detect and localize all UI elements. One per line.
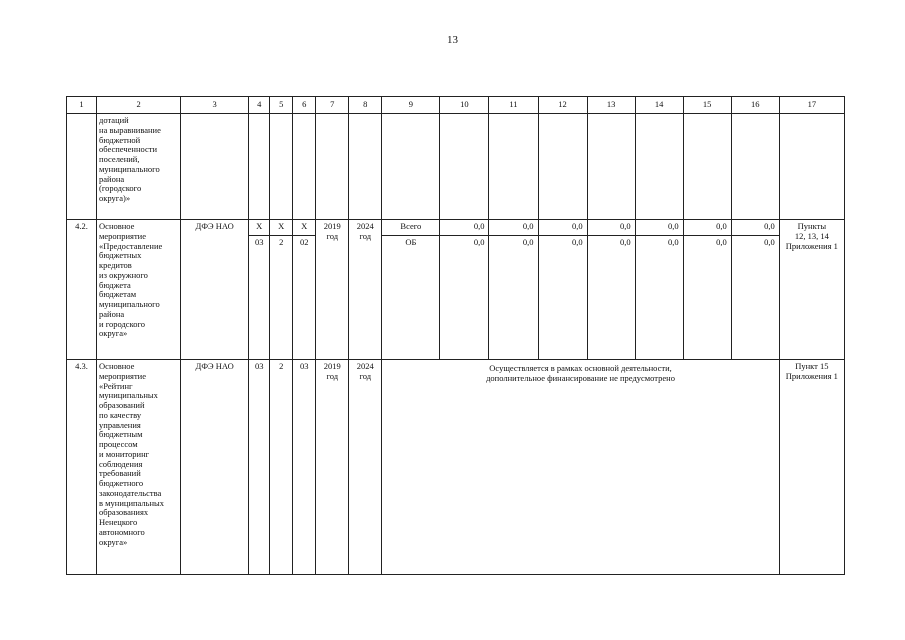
column-header: 8 xyxy=(349,97,382,114)
column-header: 4 xyxy=(249,97,270,114)
cell-start-year: 2019 год xyxy=(316,360,349,575)
table-row-4-2-total xyxy=(67,220,845,236)
cell-start-year: 2019 год xyxy=(316,220,349,360)
column-header: 9 xyxy=(382,97,440,114)
cell-num: 4.3. xyxy=(67,360,97,575)
column-header: 15 xyxy=(683,97,731,114)
cell-value: 0,0 xyxy=(683,220,731,236)
column-header: 13 xyxy=(587,97,635,114)
column-header: 2 xyxy=(97,97,181,114)
page-number: 13 xyxy=(447,34,458,46)
column-header: 1 xyxy=(67,97,97,114)
cell-value: 0,0 xyxy=(538,220,587,236)
cell-code: Х xyxy=(293,220,316,236)
cell-num xyxy=(67,114,97,220)
cell-code: 03 xyxy=(249,360,270,575)
cell-num: 4.2. xyxy=(67,220,97,360)
table-row-4-3 xyxy=(67,360,845,575)
cell-executor: ДФЭ НАО xyxy=(181,220,249,360)
cell-funding-source: Всего xyxy=(382,220,440,236)
column-header: 3 xyxy=(181,97,249,114)
cell-code: 2 xyxy=(270,236,293,360)
cell-executor: ДФЭ НАО xyxy=(181,360,249,575)
header-row xyxy=(67,97,845,114)
cell-funding-source: ОБ xyxy=(382,236,440,360)
program-activities-table xyxy=(66,96,845,575)
cell-value: 0,0 xyxy=(538,236,587,360)
column-header: 10 xyxy=(440,97,489,114)
cell-value: 0,0 xyxy=(489,220,538,236)
column-header: 14 xyxy=(635,97,683,114)
cell-code: 03 xyxy=(249,236,270,360)
cell-value: 0,0 xyxy=(635,236,683,360)
cell-value: 0,0 xyxy=(587,220,635,236)
cell-value: 0,0 xyxy=(440,236,489,360)
cell-description: Основное мероприятие «Рейтинг муниципальных образований по качеству управления бюджетным процессом и мониторинг соблюдения требований бюджетного законодательства в муниципальных образованиях Ненецкого автономного округа» xyxy=(97,360,181,575)
cell-value: 0,0 xyxy=(587,236,635,360)
cell-end-year: 2024 год xyxy=(349,220,382,360)
cell-value: 0,0 xyxy=(683,236,731,360)
cell-value: 0,0 xyxy=(440,220,489,236)
column-header: 17 xyxy=(779,97,844,114)
cell-end-year: 2024 год xyxy=(349,360,382,575)
cell-code: Х xyxy=(249,220,270,236)
cell-note: Пункты 12, 13, 14 Приложения 1 xyxy=(779,220,844,360)
cell-funding-note: Осуществляется в рамках основной деятельности, дополнительное финансирование не предусмотрено xyxy=(382,360,779,575)
cell-code: 2 xyxy=(270,360,293,575)
cell-note: Пункт 15 Приложения 1 xyxy=(779,360,844,575)
cell-code: 02 xyxy=(293,236,316,360)
column-header: 5 xyxy=(270,97,293,114)
cell-value: 0,0 xyxy=(635,220,683,236)
cell-code: Х xyxy=(270,220,293,236)
column-header: 7 xyxy=(316,97,349,114)
column-header: 16 xyxy=(731,97,779,114)
cell-value: 0,0 xyxy=(489,236,538,360)
cell-code: 03 xyxy=(293,360,316,575)
column-header: 6 xyxy=(293,97,316,114)
cell-value: 0,0 xyxy=(731,220,779,236)
cell-description: дотаций на выравнивание бюджетной обеспеченности поселений, муниципального района (городского округа)» xyxy=(97,114,181,220)
cell-value: 0,0 xyxy=(731,236,779,360)
table-row-continuation xyxy=(67,114,845,220)
cell-description: Основное мероприятие «Предоставление бюджетных кредитов из окружного бюджета бюджетам муниципального района и городского округа» xyxy=(97,220,181,360)
column-header: 12 xyxy=(538,97,587,114)
column-header: 11 xyxy=(489,97,538,114)
